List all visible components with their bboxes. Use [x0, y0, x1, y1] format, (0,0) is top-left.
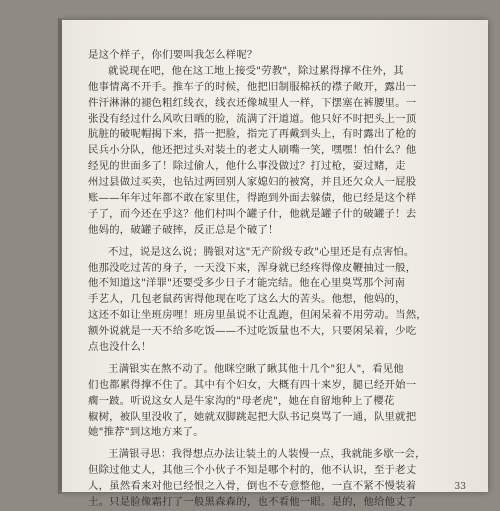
text-line: 王满银实在熬不动了。他眯空瞅了瞅其他十几个"犯人"，看见他 — [108, 362, 404, 375]
text-line: 她"推荐"到这地方来了。 — [88, 426, 204, 439]
text-line: 们也都累得撑不住了。其中有个妇女，大概有四十来岁，腿已经开始一 — [88, 378, 417, 391]
text-line: 账——年年过年都不敢在家里住，得跑到外面去躲债，他已经是这个样 — [88, 192, 417, 205]
text-line: 他事情离不开手。推车子的时候，他把旧制服棉袄的襟子敞开，露出一 — [88, 80, 417, 93]
text-line: 王满银寻思：我得想点办法让装土的人装慢一点，我就能多歇一会， — [108, 448, 426, 461]
text-line: 瘸一跛。听说这女人是牛家沟的"母老虎"，她在自留地种上了樱花 — [88, 394, 395, 407]
text-line: 他妈的，破罐子破摔，反正总是个破了！ — [88, 223, 279, 236]
text-line: 这还不如让坐班房哩！班房里虽说不让乱跑，但闲呆着不用劳动。当然， — [88, 309, 427, 322]
text-line: 土。只是脸像霜打了一般黑森森的，也不看他一眼。是的，他给他丈了 — [88, 496, 417, 509]
text-line: 民兵小分队，他还把过头对装土的老丈人刷嘴一笑，嘿嘿！怕什么？他 — [88, 144, 417, 157]
page-number: 33 — [454, 482, 466, 492]
text-line: 但除过他丈人，其他三个小伙子不知是哪个村的，他不认识，至于老丈 — [88, 464, 417, 477]
text-line: 经见的世面多了！除过偷人，他什么事没做过？打过枪，耍过赌，走 — [88, 160, 406, 173]
text-line: 额外说就是一天不给多吃饭——不过吃饭量也不大，只要闲呆着，少吃 — [88, 325, 417, 338]
text-line: 是这个样子，你们要叫我怎么样呢？ — [88, 49, 258, 61]
text-line: 就说现在吧，他在这工地上接受"劳教"，除过累得撑不住外，其 — [108, 64, 404, 77]
text-line: 件汗淋淋的褪色粗红线衣，线衣还像城里人一样，下摆塞在裤腰里。一 — [88, 96, 417, 109]
text-line: 点也没什么！ — [88, 341, 152, 354]
text-line: 椒树，被队里没收了，她就双脚跳起把大队书记臭骂了一通，队里就把 — [88, 410, 417, 423]
text-line: 人，虽然看来对他已经恨之入骨，倒也不专意整他，一直不紧不慢装着 — [88, 480, 417, 493]
text-line: 他不知道这"洋罪"还要受多少日子才能完结。他在心里臭骂那个河南 — [88, 277, 406, 290]
text-line: 不过，说是这么说；腾银对这"无产阶级专政"心里还是有点害怕。 — [108, 245, 415, 258]
text-line: 张没有经过什么风吹日晒的脸，流满了汗道道。他只好不时把头上一顶 — [88, 112, 417, 125]
text-line: 州过县做过买卖，也钻过两回别人家媳妇的被窝，并且还欠众人一屁股 — [88, 176, 417, 189]
text-line: 手艺人，几包老鼠药害得他现在吃了这么大的苦头。他想，他妈的， — [88, 293, 406, 306]
text-line: 子了，而今还在乎这？他们村叫个罐子什，他就是罐子什的破罐子！去 — [88, 207, 417, 220]
text-line: 肮脏的破呢帽揭下来，搭一把脸，指完了再戴到头上，有时露出了枪的 — [88, 128, 417, 141]
text-line: 他那没吃过苦的身子，一天没下来，浑身就已经疼得像皮鞭抽过一般， — [88, 261, 417, 274]
page-text — [88, 48, 464, 511]
